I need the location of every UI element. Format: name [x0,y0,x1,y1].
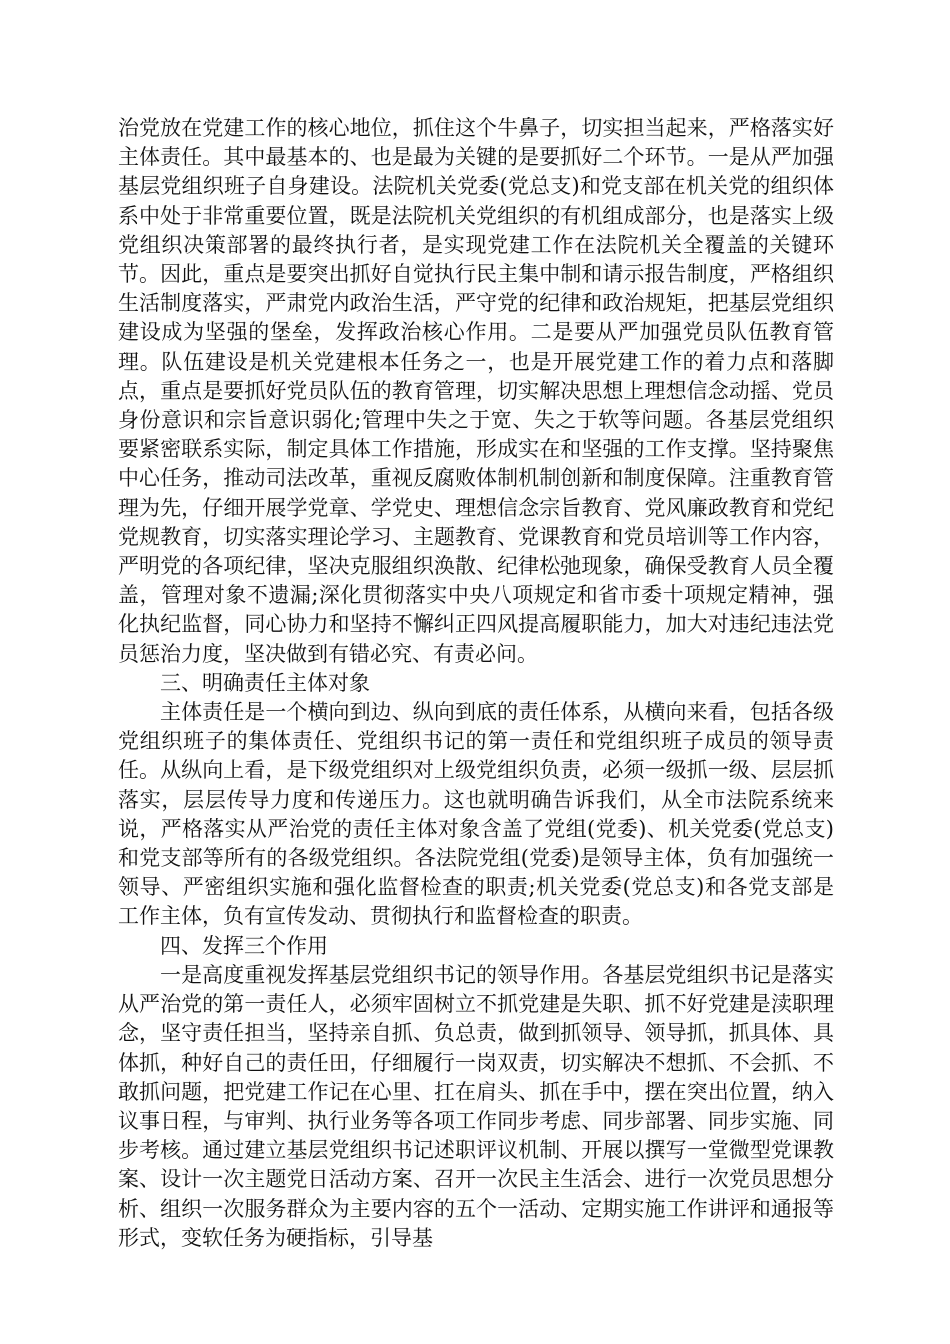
document-page [118,114,834,1253]
paragraph-section-4: 一是高度重视发挥基层党组织书记的领导作用。各基层党组织书记是落实从严治党的第一责任人，必须牢固树立不抓党建是失职、抓不好党建是渎职理念，坚守责任担当，坚持亲自抓、负总责，做到抓领导、领导抓，抓具体、具体抓，种好自己的责任田，仔细履行一岗双责，切实解决不想抓、不会抓、不敢抓问题，把党建工作记在心里、扛在肩头、抓在手中，摆在突出位置，纳入议事日程，与审判、执行业务等各项工作同步考虑、同步部署、同步实施、同步考核。通过建立基层党组织书记述职评议机制、开展以撰写一堂微型党课教案、设计一次主题党日活动方案、召开一次民主生活会、进行一次党员思想分析、组织一次服务群众为主要内容的五个一活动、定期实施工作讲评和通报等形式，变软任务为硬指标，引导基 [118,962,834,1250]
paragraph-continued: 治党放在党建工作的核心地位，抓住这个牛鼻子，切实担当起来，严格落实好主体责任。其中最基本的、也是最为关键的是要抓好二个环节。一是从严加强基层党组织班子自身建设。法院机关党委(党总支)和党支部在机关党的组织体系中处于非常重要位置，既是法院机关党组织的有机组成部分，也是落实上级党组织决策部署的最终执行者，是实现党建工作在法院机关全覆盖的关键环节。因此，重点是要突出抓好自觉执行民主集中制和请示报告制度，严格组织生活制度落实，严肃党内政治生活，严守党的纪律和政治规矩，把基层党组织建设成为坚强的堡垒，发挥政治核心作用。二是要从严加强党员队伍教育管理。队伍建设是机关党建根本任务之一，也是开展党建工作的着力点和落脚点，重点是要抓好党员队伍的教育管理，切实解决思想上理想信念动摇、党员身份意识和宗旨意识弱化;管理中失之于宽、失之于软等问题。各基层党组织要紧密联系实际，制定具体工作措施，形成实在和坚强的工作支撑。坚持聚焦中心任务，推动司法改革，重视反腐败体制机制创新和制度保障。注重教育管理为先，仔细开展学党章、学党史、理想信念宗旨教育、党风廉政教育和党纪党规教育，切实落实理论学习、主题教育、党课教育和党员培训等工作内容，严明党的各项纪律，坚决克服组织涣散、纪律松弛现象，确保受教育人员全覆盖，管理对象不遗漏;深化贯彻落实中央八项规定和省市委十项规定精神，强化执纪监督，同心协力和坚持不懈纠正四风提高履职能力，加大对违纪违法党员惩治力度，坚决做到有错必究、有责必问。 [118,116,834,666]
paragraph-section-3: 主体责任是一个横向到边、纵向到底的责任体系，从横向来看，包括各级党组织班子的集体责任、党组织书记的第一责任和党组织班子成员的领导责任。从纵向上看，是下级党组织对上级党组织负责，必须一级抓一级、层层抓落实，层层传导力度和传递压力。这也就明确告诉我们，从全市法院系统来说，严格落实从严治党的责任主体对象含盖了党组(党委)、机关党委(党总支)和党支部等所有的各级党组织。各法院党组(党委)是领导主体，负有加强统一领导、严密组织实施和强化监督检查的职责;机关党委(党总支)和各党支部是工作主体，负有宣传发动、贯彻执行和监督检查的职责。 [118,700,834,929]
section-heading-4: 四、发挥三个作用 [160,933,328,958]
section-heading-3: 三、明确责任主体对象 [160,670,370,695]
